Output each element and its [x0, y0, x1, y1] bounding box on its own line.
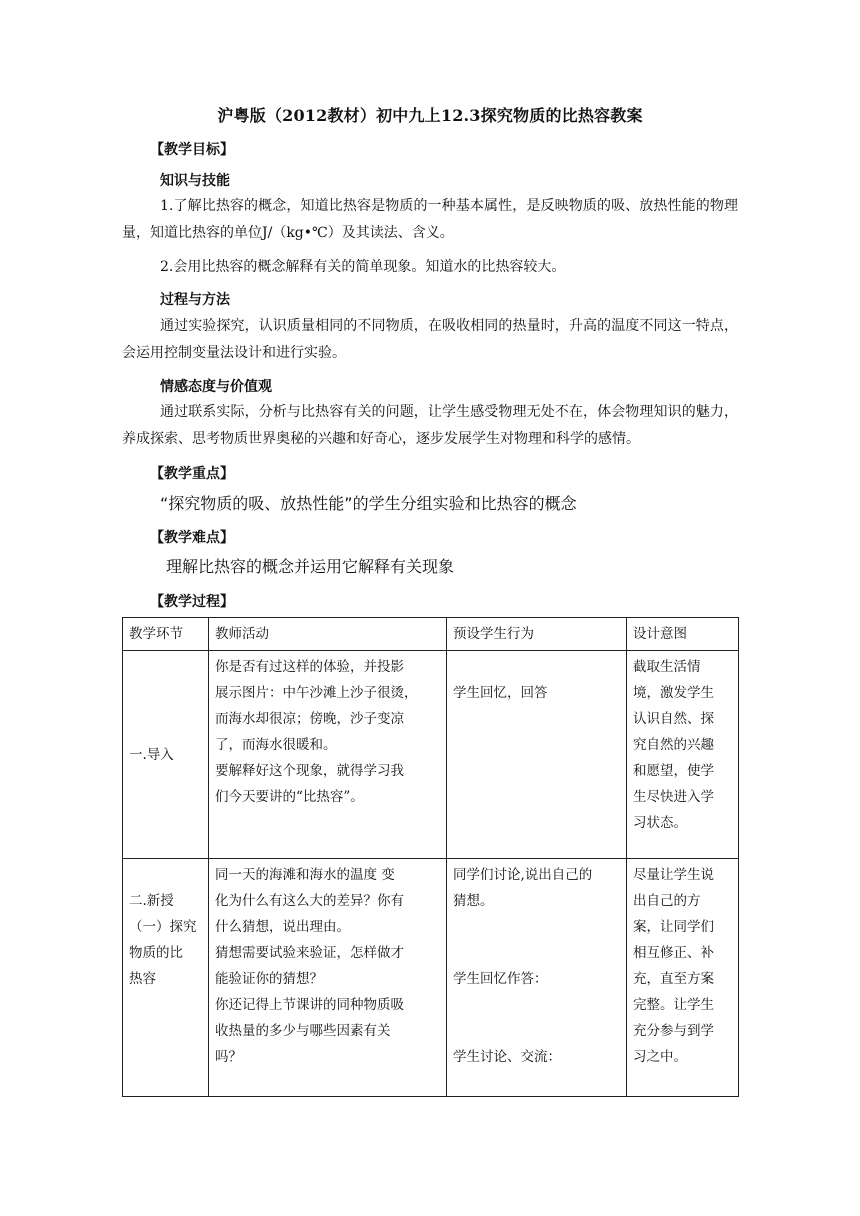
row2-stage-line: 二.新授 [129, 893, 174, 909]
row2-intent-line: 相互修正、补 [633, 945, 714, 961]
row2-teacher-line: 猜想需要试验来验证，怎样做才 [215, 945, 404, 961]
row2-stage [123, 859, 209, 1097]
knowledge-heading: 知识与技能 [160, 173, 230, 189]
attitude-paragraph: 通过联系实际，分析与比热容有关的问题，让学生感受物理无处不在，体会物理知识的魅力，养成探索、思考物质世界奥秘的兴趣和好奇心，逐步发展学生对物理和科学的感情。 [122, 404, 738, 447]
row1-teacher-line: 而海水却很凉；傍晚，沙子变凉 [215, 711, 404, 727]
attitude-heading: 情感态度与价值观 [160, 379, 272, 395]
document-title: 沪粤版（2012教材）初中九上12.3探究物质的比热容教案 [217, 106, 643, 125]
row2-student-line: 学生回忆作答： [453, 971, 548, 987]
row2-student-line: 猜想。 [453, 893, 494, 909]
row1-intent-line: 究自然的兴趣 [633, 737, 714, 753]
procedure-table [122, 617, 739, 1097]
header-teacher: 教师活动 [209, 618, 447, 651]
row2-intent-line: 充分参与到学 [633, 1023, 714, 1039]
row1-teacher-line: 展示图片：中午沙滩上沙子很烫， [215, 685, 418, 701]
row1-teacher-line: 了，而海水很暖和。 [215, 737, 337, 753]
row2-teacher-line: 同一天的海滩和海水的温度 变 [215, 867, 395, 883]
difficulty-heading: 【教学难点】 [150, 530, 234, 546]
row2-teacher-line: 什么猜想，说出理由。 [215, 919, 350, 935]
row2-student-line: 同学们讨论,说出自己的 [453, 867, 593, 883]
row1-intent-line: 认识自然、探 [633, 711, 714, 727]
row2-intent-line: 习之中。 [633, 1049, 687, 1065]
row2-student-spacer [453, 1018, 620, 1044]
row1-teacher-line: 们今天要讲的“比热容”。 [215, 789, 364, 805]
row1-intent [627, 651, 739, 859]
keypoint-text: “探究物质的吸、放热性能”的学生分组实验和比热容的概念 [160, 494, 577, 513]
row2-teacher-line: 你还记得上节课讲的同种物质吸 [215, 997, 404, 1013]
row2-stage-line: 物质的比 [129, 945, 183, 961]
row2-student-line: 学生讨论、交流： [453, 1049, 561, 1065]
row2-student-spacer [453, 940, 620, 966]
row1-intent-line: 习状态。 [633, 815, 687, 831]
row2-intent [627, 859, 739, 1097]
table-header-row [123, 618, 739, 651]
row1-intent-line: 截取生活情 [633, 659, 701, 675]
process-heading: 过程与方法 [160, 292, 230, 308]
header-stage: 教学环节 [123, 618, 209, 651]
row1-teacher-line: 你是否有过这样的体验，并投影 [215, 659, 404, 675]
row2-intent-line: 案，让同学们 [633, 919, 714, 935]
row1-student-text: 学生回忆，回答 [453, 685, 548, 701]
row2-stage-line: 热容 [129, 971, 156, 987]
row2-teacher [209, 859, 447, 1097]
knowledge-paragraph-1: 1.了解比热容的概念，知道比热容是物质的一种基本属性，是反映物质的吸、放热性能的物理量，知道比热容的单位J/（kg•℃）及其读法、含义。 [122, 198, 738, 241]
row2-student-spacer [453, 992, 620, 1018]
row2-intent-line: 出自己的方 [633, 893, 701, 909]
row2-teacher-line: 吗？ [215, 1049, 242, 1065]
row2-intent-line: 完整。让学生 [633, 997, 714, 1013]
table-row [123, 859, 739, 1097]
table-row [123, 651, 739, 859]
row1-intent-line: 和愿望，使学 [633, 763, 714, 779]
row2-stage-line: （一）探究 [129, 919, 197, 935]
procedure-heading: 【教学过程】 [150, 594, 234, 610]
row1-stage: 一.导入 [123, 651, 209, 859]
row1-intent-line: 生尽快进入学 [633, 789, 714, 805]
objectives-heading: 【教学目标】 [150, 142, 234, 158]
row2-intent-line: 尽量让学生说 [633, 867, 714, 883]
keypoint-heading: 【教学重点】 [150, 466, 234, 482]
knowledge-paragraph-2: 2.会用比热容的概念解释有关的简单现象。知道水的比热容较大。 [160, 259, 566, 275]
row2-teacher-line: 能验证你的猜想？ [215, 971, 323, 987]
row1-teacher-line: 要解释好这个现象，就得学习我 [215, 763, 404, 779]
row2-intent-line: 充，直至方案 [633, 971, 714, 987]
row1-intent-line: 境，激发学生 [633, 685, 714, 701]
header-intent: 设计意图 [627, 618, 739, 651]
process-paragraph: 通过实验探究，认识质量相同的不同物质，在吸收相同的热量时，升高的温度不同这一特点，会运用控制变量法设计和进行实验。 [122, 318, 738, 361]
row2-student [447, 859, 627, 1097]
header-student: 预设学生行为 [447, 618, 627, 651]
row2-student-spacer [453, 914, 620, 940]
difficulty-text: 理解比热容的概念并运用它解释有关现象 [166, 557, 455, 576]
row2-teacher-line: 收热量的多少与哪些因素有关 [215, 1023, 391, 1039]
row1-student [447, 651, 627, 859]
row1-teacher [209, 651, 447, 859]
row2-teacher-line: 化为什么有这么大的差异？你有 [215, 893, 404, 909]
